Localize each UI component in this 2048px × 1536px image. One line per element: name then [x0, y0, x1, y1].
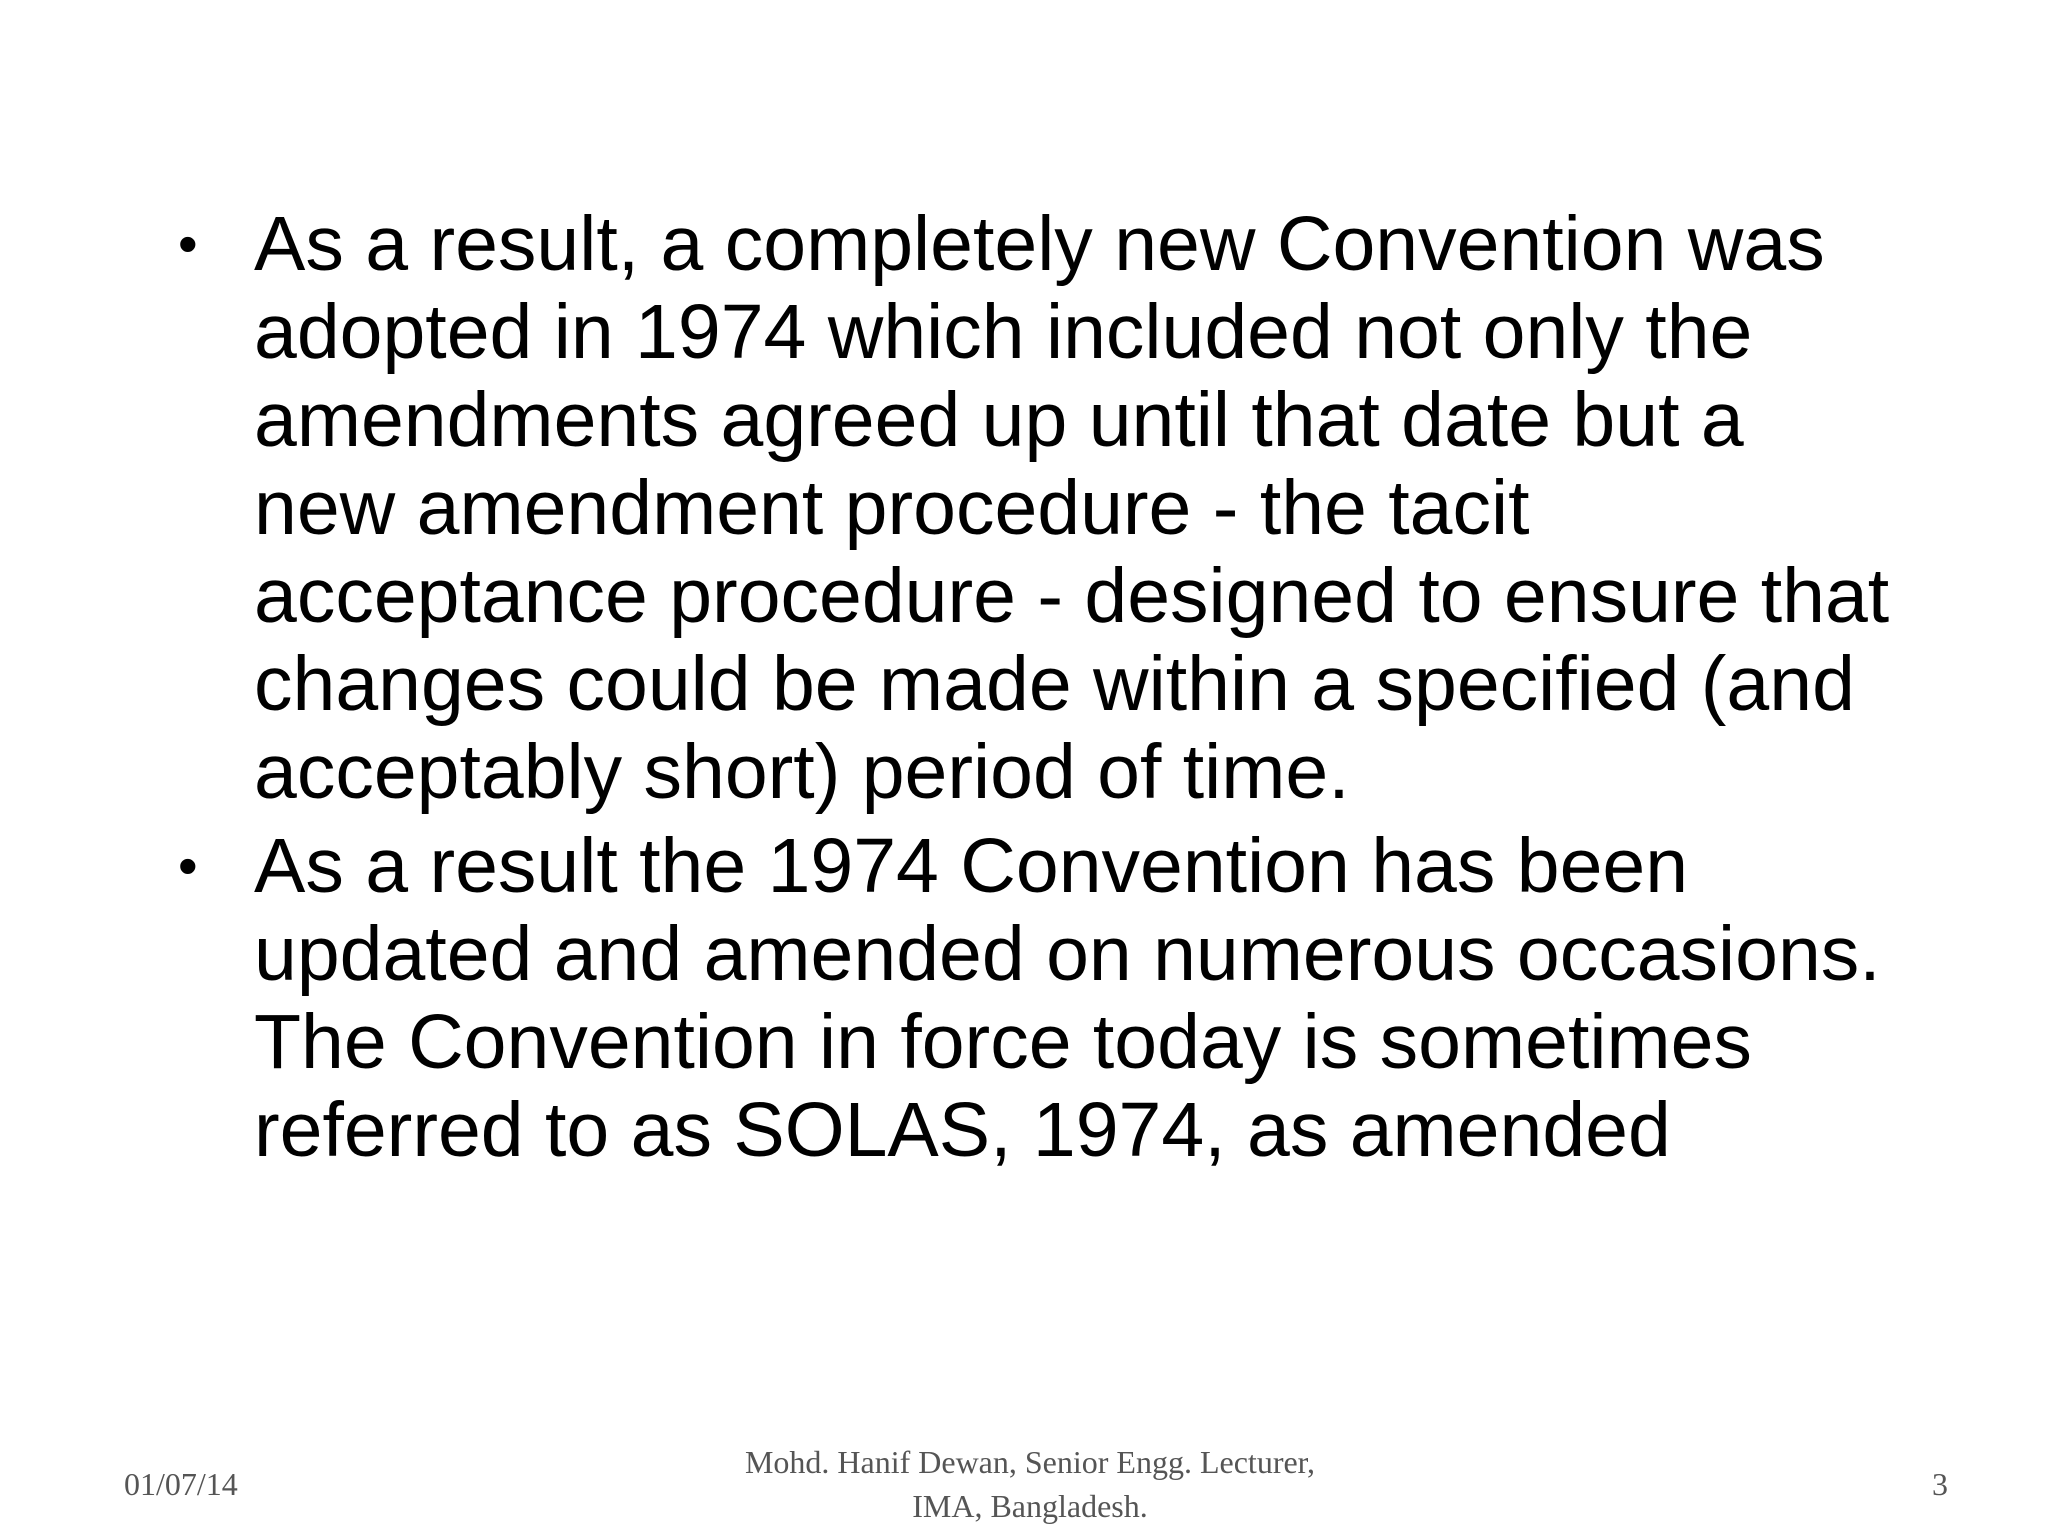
bullet-item-1: [170, 200, 1890, 816]
bullet-text-2: As a result the 1974 Convention has been updated and amended on numerous occasions. The Convention in force today is sometimes referred to as SOLAS, 1974, as amended: [254, 823, 1881, 1173]
footer-author-line-1: Mohd. Hanif Dewan, Senior Engg. Lecturer,: [744, 1444, 1316, 1480]
footer-date: 01/07/14: [124, 1466, 238, 1502]
bullet-item-2: [170, 822, 1890, 1174]
bullet-list: [170, 200, 1890, 1180]
bullet-icon: •: [178, 834, 198, 897]
bullet-icon: •: [178, 212, 198, 275]
footer-author: [700, 1440, 1360, 1528]
footer-author-line-2: IMA, Bangladesh.: [912, 1488, 1148, 1524]
footer-page-number: 3: [1932, 1466, 1948, 1502]
bullet-text-1: As a result, a completely new Convention was adopted in 1974 which included not only the amendments agreed up until that date but a new amendment procedure - the tacit acceptance procedure - designed to ensure that changes could be made within a specified (and acceptably short) period of time.: [254, 201, 1890, 815]
